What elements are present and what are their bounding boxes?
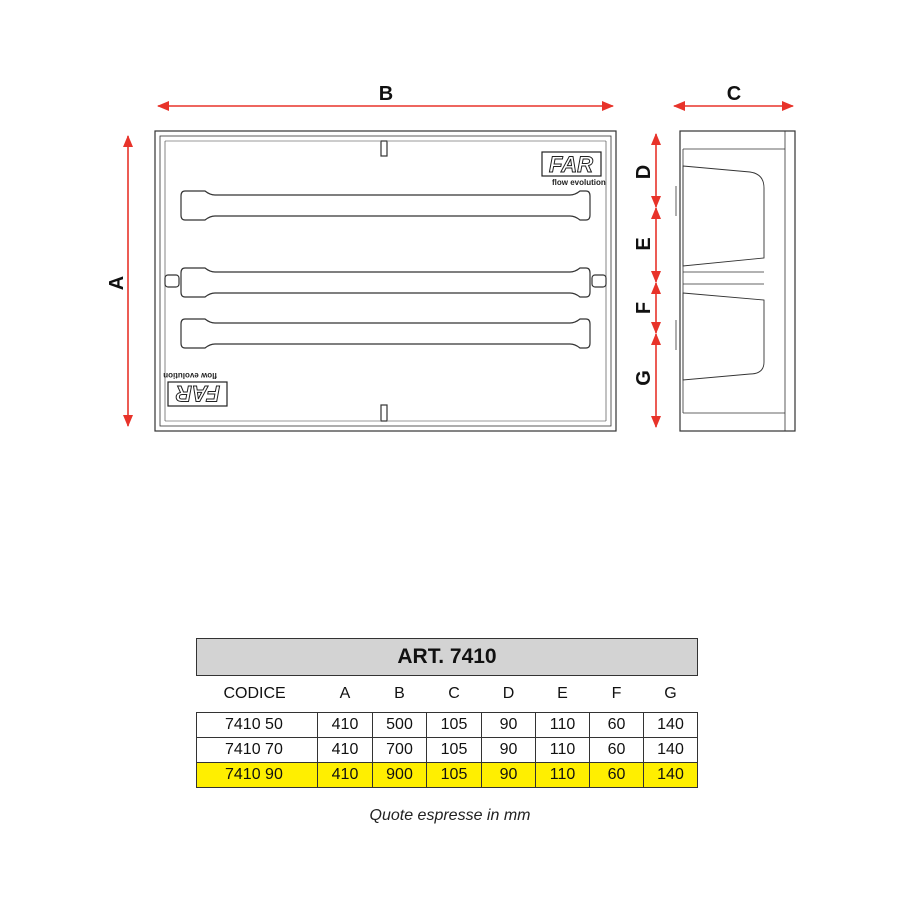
cell-g: 140 xyxy=(644,738,698,763)
cell-g: 140 xyxy=(644,763,698,788)
dim-label-c: C xyxy=(726,83,742,105)
col-header-f: F xyxy=(611,685,622,702)
cell-a: 410 xyxy=(318,738,373,763)
col-header-b: B xyxy=(394,685,405,702)
dim-label-a: A xyxy=(106,275,128,291)
cell-codice: 7410 50 xyxy=(197,713,318,738)
dim-label-f: F xyxy=(633,301,655,315)
table-header-row xyxy=(197,676,698,713)
right-clip xyxy=(592,275,606,287)
col-header-a: A xyxy=(339,685,351,702)
cell-c: 105 xyxy=(427,713,482,738)
far-logo-top xyxy=(542,152,606,187)
dim-label-d: D xyxy=(633,164,655,180)
din-rail-1 xyxy=(181,191,590,220)
svg-text:FAR: FAR xyxy=(549,152,593,177)
cell-codice: 7410 70 xyxy=(197,738,318,763)
table-row xyxy=(197,713,698,738)
cell-a: 410 xyxy=(318,763,373,788)
col-header-c: C xyxy=(448,685,460,702)
cell-codice: 7410 90 xyxy=(197,763,318,788)
col-header-e: E xyxy=(557,685,568,702)
cell-b: 700 xyxy=(373,738,427,763)
cell-c: 105 xyxy=(427,763,482,788)
side-pocket-upper xyxy=(683,166,764,266)
box-inner-frame xyxy=(160,136,611,426)
cell-g: 140 xyxy=(644,713,698,738)
table-row-highlighted xyxy=(197,763,698,788)
cell-e: 110 xyxy=(536,713,590,738)
top-notch xyxy=(381,141,387,156)
cell-a: 410 xyxy=(318,713,373,738)
svg-text:FAR: FAR xyxy=(176,381,220,406)
cell-b: 900 xyxy=(373,763,427,788)
spec-table xyxy=(196,638,698,788)
din-rail-3 xyxy=(181,319,590,348)
bottom-notch xyxy=(381,405,387,421)
far-logo-bottom xyxy=(163,371,227,406)
units-note: Quote espresse in mm xyxy=(369,807,531,824)
cell-f: 60 xyxy=(590,738,644,763)
svg-text:flow evolution: flow evolution xyxy=(552,178,606,187)
dim-label-b: B xyxy=(378,83,394,105)
side-pocket-lower xyxy=(683,293,764,380)
col-header-codice: CODICE xyxy=(223,685,286,702)
cell-c: 105 xyxy=(427,738,482,763)
din-rail-2 xyxy=(181,268,590,297)
cell-d: 90 xyxy=(482,763,536,788)
cell-f: 60 xyxy=(590,713,644,738)
side-view xyxy=(676,131,795,431)
col-header-d: D xyxy=(502,685,515,702)
svg-text:flow evolution: flow evolution xyxy=(163,371,217,380)
table-row xyxy=(197,738,698,763)
cell-d: 90 xyxy=(482,738,536,763)
left-clip xyxy=(165,275,179,287)
dim-label-g: G xyxy=(633,370,655,386)
col-header-g: G xyxy=(664,685,677,702)
side-outer xyxy=(680,131,795,431)
cell-e: 110 xyxy=(536,763,590,788)
cell-d: 90 xyxy=(482,713,536,738)
cell-b: 500 xyxy=(373,713,427,738)
cell-f: 60 xyxy=(590,763,644,788)
cell-e: 110 xyxy=(536,738,590,763)
table-title: ART. 7410 xyxy=(197,639,698,676)
dim-label-e: E xyxy=(633,237,655,251)
